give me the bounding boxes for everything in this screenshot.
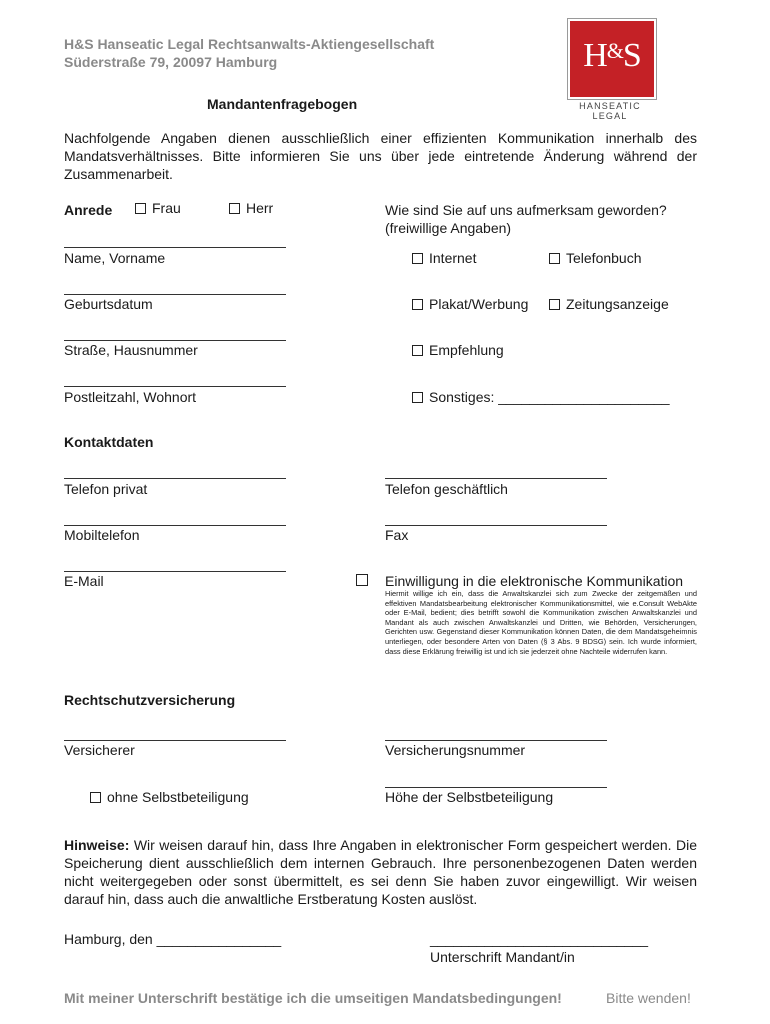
anrede-label: Anrede bbox=[64, 202, 113, 218]
email-label: E-Mail bbox=[64, 573, 104, 589]
company-address: Süderstraße 79, 20097 Hamburg bbox=[64, 54, 278, 70]
phone-business-line[interactable] bbox=[385, 478, 607, 479]
source-note: (freiwillige Angaben) bbox=[385, 220, 512, 236]
plakat-checkbox[interactable] bbox=[412, 299, 423, 310]
footer-turn-page: Bitte wenden! bbox=[606, 990, 691, 1006]
internet-label: Internet bbox=[429, 250, 477, 266]
city-field-line[interactable] bbox=[64, 386, 286, 387]
insurer-line[interactable] bbox=[64, 740, 286, 741]
herr-checkbox[interactable] bbox=[229, 203, 240, 214]
telefonbuch-label: Telefonbuch bbox=[566, 250, 642, 266]
intro-paragraph: Nachfolgende Angaben dienen ausschließlich einer effizienten Kommunikation innerhalb des Mandatsverhältnisses. Bitte informieren Sie uns über jede eintretende Änderung während der Zusammenarbeit. bbox=[64, 130, 697, 182]
plakat-label: Plakat/Werbung bbox=[429, 296, 529, 312]
logo-mark: H&S bbox=[583, 37, 641, 74]
internet-checkbox[interactable] bbox=[412, 253, 423, 264]
telefonbuch-checkbox[interactable] bbox=[549, 253, 560, 264]
contact-heading: Kontaktdaten bbox=[64, 434, 154, 450]
fax-line[interactable] bbox=[385, 525, 607, 526]
anrede-frau-option[interactable] bbox=[135, 200, 181, 216]
source-telefonbuch-option[interactable] bbox=[549, 250, 642, 266]
zeitung-checkbox[interactable] bbox=[549, 299, 560, 310]
name-field-line[interactable] bbox=[64, 247, 286, 248]
birthdate-field-label: Geburtsdatum bbox=[64, 296, 153, 312]
logo-subtitle: HANSEATIC LEGAL bbox=[579, 101, 641, 121]
city-field-label: Postleitzahl, Wohnort bbox=[64, 389, 197, 405]
phone-business-label: Telefon geschäftlich bbox=[385, 481, 508, 497]
sonstiges-label: Sonstiges: ______________________ bbox=[429, 389, 670, 405]
source-zeitung-option[interactable] bbox=[549, 296, 669, 312]
source-internet-option[interactable] bbox=[412, 250, 476, 266]
mobile-line[interactable] bbox=[64, 525, 286, 526]
policy-number-label: Versicherungsnummer bbox=[385, 742, 526, 758]
signature-line[interactable]: ____________________________ bbox=[430, 931, 649, 947]
empfehlung-checkbox[interactable] bbox=[412, 345, 423, 356]
frau-checkbox[interactable] bbox=[135, 203, 146, 214]
insurer-label: Versicherer bbox=[64, 742, 135, 758]
phone-private-line[interactable] bbox=[64, 478, 286, 479]
notice-label: Hinweise: bbox=[64, 837, 130, 853]
signature-label: Unterschrift Mandant/in bbox=[430, 949, 575, 965]
birthdate-field-line[interactable] bbox=[64, 294, 286, 295]
deductible-amount-line[interactable] bbox=[385, 787, 607, 788]
policy-number-line[interactable] bbox=[385, 740, 607, 741]
empfehlung-label: Empfehlung bbox=[429, 342, 504, 358]
name-field-label: Name, Vorname bbox=[64, 250, 166, 266]
source-plakat-option[interactable] bbox=[412, 296, 528, 312]
phone-private-label: Telefon privat bbox=[64, 481, 148, 497]
source-sonstiges-option[interactable] bbox=[412, 389, 670, 405]
no-deductible-checkbox[interactable] bbox=[90, 792, 101, 803]
consent-title: Einwilligung in die elektronische Kommunikation bbox=[385, 573, 684, 589]
no-deductible-option[interactable] bbox=[90, 789, 249, 805]
insurance-heading: Rechtschutzversicherung bbox=[64, 692, 236, 708]
notice-text: Wir weisen darauf hin, dass Ihre Angaben in elektronischer Form gespeichert werden. Die Speicherung dient ausschließlich dem internen Gebrauch. Ihre personenbezogenen Daten werden nicht weitergegeben oder sonst übermittelt, es sei denn Sie haben zuvor eingewilligt. Wir weisen darauf hin, dass auch die anwaltliche Erstberatung Kosten auslöst. bbox=[64, 837, 697, 907]
source-empfehlung-option[interactable] bbox=[412, 342, 504, 358]
street-field-line[interactable] bbox=[64, 340, 286, 341]
mobile-label: Mobiltelefon bbox=[64, 527, 140, 543]
consent-text: Hiermit willige ich ein, dass die Anwaltskanzlei sich zum Zwecke der zeitgemäßen und effektiven Mandatsbearbeitung elektronischer Kommunikationsmittel, wie e.Consult WebAkte oder E-Mail, bedient; dies betrifft sowohl die Kommunikation zwischen Anwaltskanzlei und Mandant als auch zwischen Anwaltskanzlei und Dritten, wie Behörden, Versicherungen, Gerichten usw. Gegenstand dieser Kommunikation können Daten, die dem Mandatsgeheimnis unterliegen, oder besondere Arten von Daten (§ 3 Abs. 9 BDSG) sein. Ich wurde informiert, dass diese Erklärung freiwillig ist und ich sie jederzeit ohne Nachteile widerrufen kann. bbox=[385, 589, 697, 656]
consent-checkbox[interactable] bbox=[356, 574, 368, 586]
deductible-amount-label: Höhe der Selbstbeteiligung bbox=[385, 789, 554, 805]
frau-label: Frau bbox=[152, 200, 181, 216]
notice-paragraph bbox=[64, 836, 697, 908]
zeitung-label: Zeitungsanzeige bbox=[566, 296, 669, 312]
company-logo bbox=[567, 18, 657, 100]
herr-label: Herr bbox=[246, 200, 274, 216]
anrede-herr-option[interactable] bbox=[229, 200, 273, 216]
source-question: Wie sind Sie auf uns aufmerksam geworden? bbox=[385, 202, 667, 218]
company-name: H&S Hanseatic Legal Rechtsanwalts-Aktiengesellschaft bbox=[64, 36, 435, 52]
footer-confirmation: Mit meiner Unterschrift bestätige ich die umseitigen Mandatsbedingungen! bbox=[64, 990, 562, 1006]
email-line[interactable] bbox=[64, 571, 286, 572]
place-date-field[interactable]: Hamburg, den ________________ bbox=[64, 931, 282, 947]
sonstiges-checkbox[interactable] bbox=[412, 392, 423, 403]
no-deductible-label: ohne Selbstbeteiligung bbox=[107, 789, 249, 805]
street-field-label: Straße, Hausnummer bbox=[64, 342, 198, 358]
fax-label: Fax bbox=[385, 527, 409, 543]
form-title: Mandantenfragebogen bbox=[207, 96, 358, 112]
